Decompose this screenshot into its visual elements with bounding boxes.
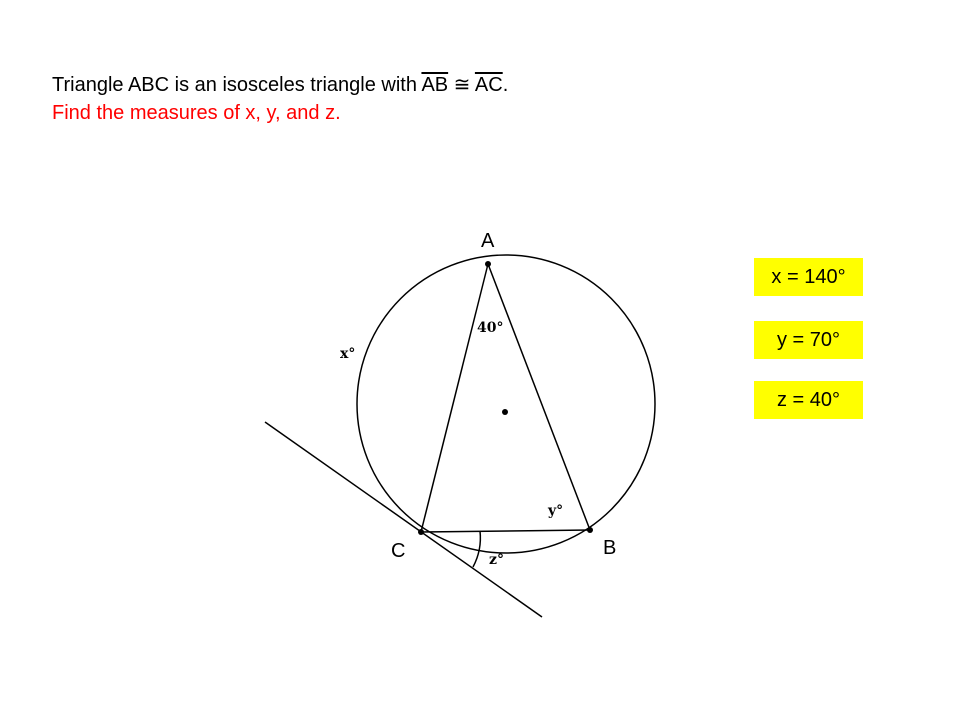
vertex-c-point: [418, 529, 424, 535]
answer-z-box: z = 40°: [754, 381, 863, 419]
arc-x-label: x°: [340, 346, 356, 362]
question-text: Find the measures of x, y, and z.: [52, 102, 341, 124]
vertex-c-label: C: [391, 540, 406, 562]
vertex-a-point: [485, 261, 491, 267]
congruent-symbol: ≅: [448, 74, 475, 96]
angle-y-label: y°: [548, 503, 564, 519]
problem-suffix: .: [502, 74, 509, 96]
circumcircle: [357, 255, 655, 553]
vertex-b-point: [587, 527, 593, 533]
center-point: [502, 409, 508, 415]
side-bc: [421, 530, 590, 532]
problem-prefix: Triangle ABC is an isosceles triangle with: [52, 74, 422, 96]
segment-ab: $\overline{AB}$: [421, 74, 449, 96]
angle-a-label: 40°: [477, 320, 504, 336]
answer-x-box: x = 140°: [754, 258, 863, 296]
side-ac: [421, 264, 488, 532]
side-ab: [488, 264, 590, 530]
vertex-b-label: B: [603, 537, 617, 559]
vertex-a-label: A: [481, 230, 495, 252]
angle-z-label: z°: [489, 552, 504, 568]
answer-y-box: y = 70°: [754, 321, 863, 359]
tangent-line: [265, 422, 542, 617]
segment-ac: $\overline{AC}$: [474, 74, 503, 96]
